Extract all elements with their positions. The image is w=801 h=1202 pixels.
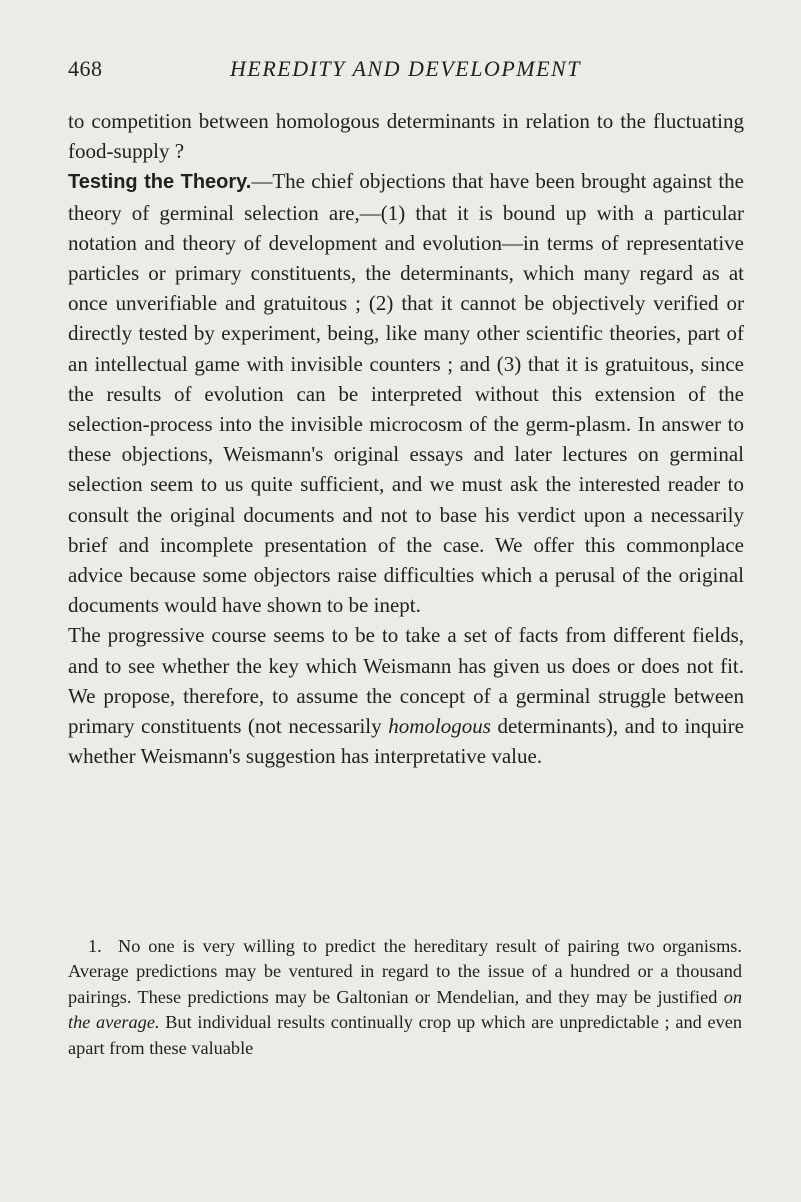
page-number: 468 xyxy=(68,56,103,81)
paragraph-3-text-start: The progressive course seems to be to take a set of facts from different fields, and to see whether the key which Weismann has given us does or does not fit. We propose, therefore, to assume the concept of a germinal struggle between primary constituents (not necessarily xyxy=(68,623,744,739)
paragraph-2 xyxy=(68,166,744,620)
footnote-paragraph xyxy=(68,934,742,1061)
body-text xyxy=(68,106,744,771)
footnote xyxy=(68,934,742,1061)
paragraph-1-text: to competition between homologous determinants in relation to the fluctuating food-supply ? xyxy=(68,109,744,164)
italic-term: homologous xyxy=(388,714,491,739)
section-heading: Testing the Theory. xyxy=(68,171,252,194)
paragraph-1 xyxy=(68,106,744,166)
paragraph-3 xyxy=(68,620,744,771)
paragraph-3-text-end: determinants), and to inquire whether Weismann's suggestion has interpretative value. xyxy=(68,714,744,769)
page-header xyxy=(68,56,668,86)
footnote-number: 1. xyxy=(88,936,102,956)
paragraph-2-text: —The chief objections that have been brought against the theory of germinal selection are,—(1) that it is bound up with a particular notation and theory of development and evolution—in terms of representative particles or primary constituents, the determinants, which many regard as at once unverifiable and gratuitous ; (2) that it cannot be objectively verified or directly tested by experiment, being, like many other scientific theories, part of an intellectual game with invisible counters ; and (3) that it is gratuitous, since the results of evolution can be interpreted without this extension of the selection-process into the invisible microcosm of the germ-plasm. In answer to these objections, Weismann's original essays and later lectures on germinal selection seem to us quite sufficient, and we must ask the interested reader to consult the original documents and not to base his verdict upon a necessarily brief and incomplete presentation of the case. We offer this commonplace advice because some objectors raise difficulties which a perusal of the original documents would have shown to be inept. xyxy=(68,169,744,618)
footnote-text-start: No one is very willing to predict the hereditary result of pairing two organisms. Average predictions may be ventured in regard to the issue of a hundred or a thousand pairings. These predictions may be Galtonian or Mendelian, and they may be justified xyxy=(68,936,742,1007)
footnote-text-end: But individual results continually crop up which are unpredictable ; and even apart from these valuable xyxy=(68,1012,742,1058)
running-head: HEREDITY AND DEVELOPMENT xyxy=(230,56,581,81)
footnote-italic: on the average. xyxy=(68,986,742,1033)
